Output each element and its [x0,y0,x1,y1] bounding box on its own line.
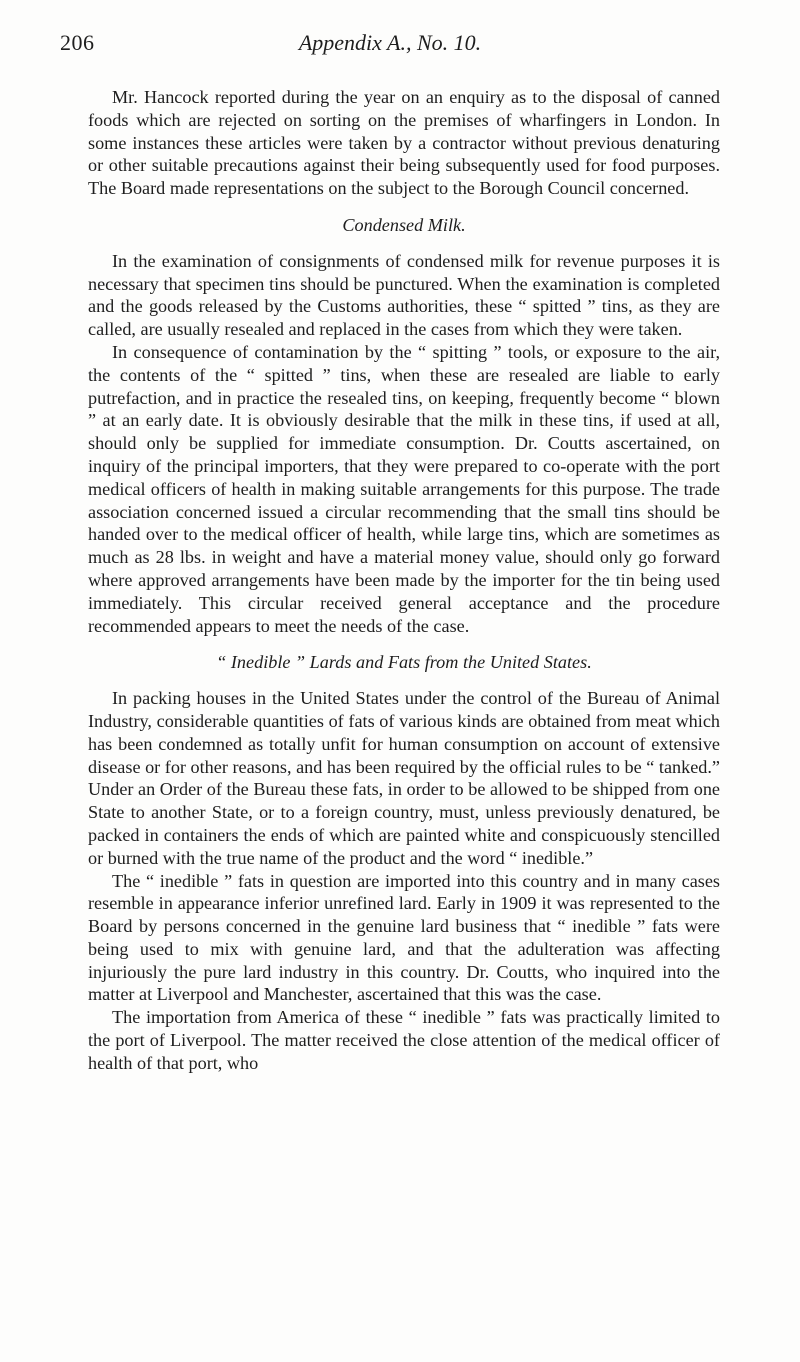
paragraph-canned-foods: Mr. Hancock reported during the year on an enquiry as to the disposal of canned foods which are rejected on sorting on the premises of wharfingers in London. In some instances these articles were taken by a contractor without previous denaturing or other suitable precautions against their being subsequently used for food purposes. The Board made representations on the subject to the Borough Council concerned. [88,87,720,199]
paragraph-spitted-tins: In the examination of consignments of condensed milk for revenue purposes it is necessary that specimen tins should be punctured. When the examination is completed and the goods released by the Customs authorities, these “ spitted ” tins, as they are called, are usually resealed and replaced in the cases from which they were taken. [88,250,720,340]
page-header [60,30,720,62]
running-head: Appendix A., No. 10. [298,30,482,55]
section-heading-inedible-lards: “ Inedible ” Lards and Fats from the United States. [216,652,592,673]
page-number: 206 [60,30,95,55]
paragraph-inedible-fats: The “ inedible ” fats in question are imported into this country and in many cases resemble in appearance inferior unrefined lard. Early in 1909 it was represented to the Board by persons concerned in the genuine lard business that “ inedible ” fats were being used to mix with genuine lard, and that the adulteration was affecting injuriously the pure lard industry in this country. Dr. Coutts, who inquired into the matter at Liverpool and Manchester, ascertained that this was the case. [88,870,720,1005]
section-heading-condensed-milk: Condensed Milk. [342,214,466,235]
paragraph-contamination: In consequence of contamination by the “ spitting ” tools, or exposure to the air, the contents of the “ spitted ” tins, when these are resealed are liable to early putrefaction, and in practice the resealed tins, on keeping, frequently become “ blown ” at an early date. It is obviously desirable that the milk in these tins, if used at all, should only be supplied for immediate consumption. Dr. Coutts ascertained, on inquiry of the principal importers, that they were prepared to co-operate with the port medical officers of health in making suitable arrangements for this purpose. The trade association concerned issued a circular recommending that the small tins should be handed over to the medical officer of health, while large tins, which are sometimes as much as 28 lbs. in weight and have a material money value, should only go forward where approved arrangements have been made by the importer for the tin being used immediately. This circular received general acceptance and the procedure recommended appears to meet the needs of the case. [88,341,720,636]
body-text [88,86,720,1075]
paragraph-packing-houses: In packing houses in the United States under the control of the Bureau of Animal Industry, considerable quantities of fats of various kinds are obtained from meat which has been condemned as totally unfit for human consumption on account of extensive disease or for other reasons, and has been required by the official rules to be “ tanked.” Under an Order of the Bureau these fats, in order to be allowed to be shipped from one State to another State, or to a foreign country, must, unless previously denatured, be packed in containers the ends of which are painted white and conspicuously stencilled or burned with the true name of the product and the word “ inedible.” [88,688,720,868]
paragraph-importation: The importation from America of these “ inedible ” fats was practically limited to the port of Liverpool. The matter received the close attention of the medical officer of health of that port, who [88,1007,720,1073]
